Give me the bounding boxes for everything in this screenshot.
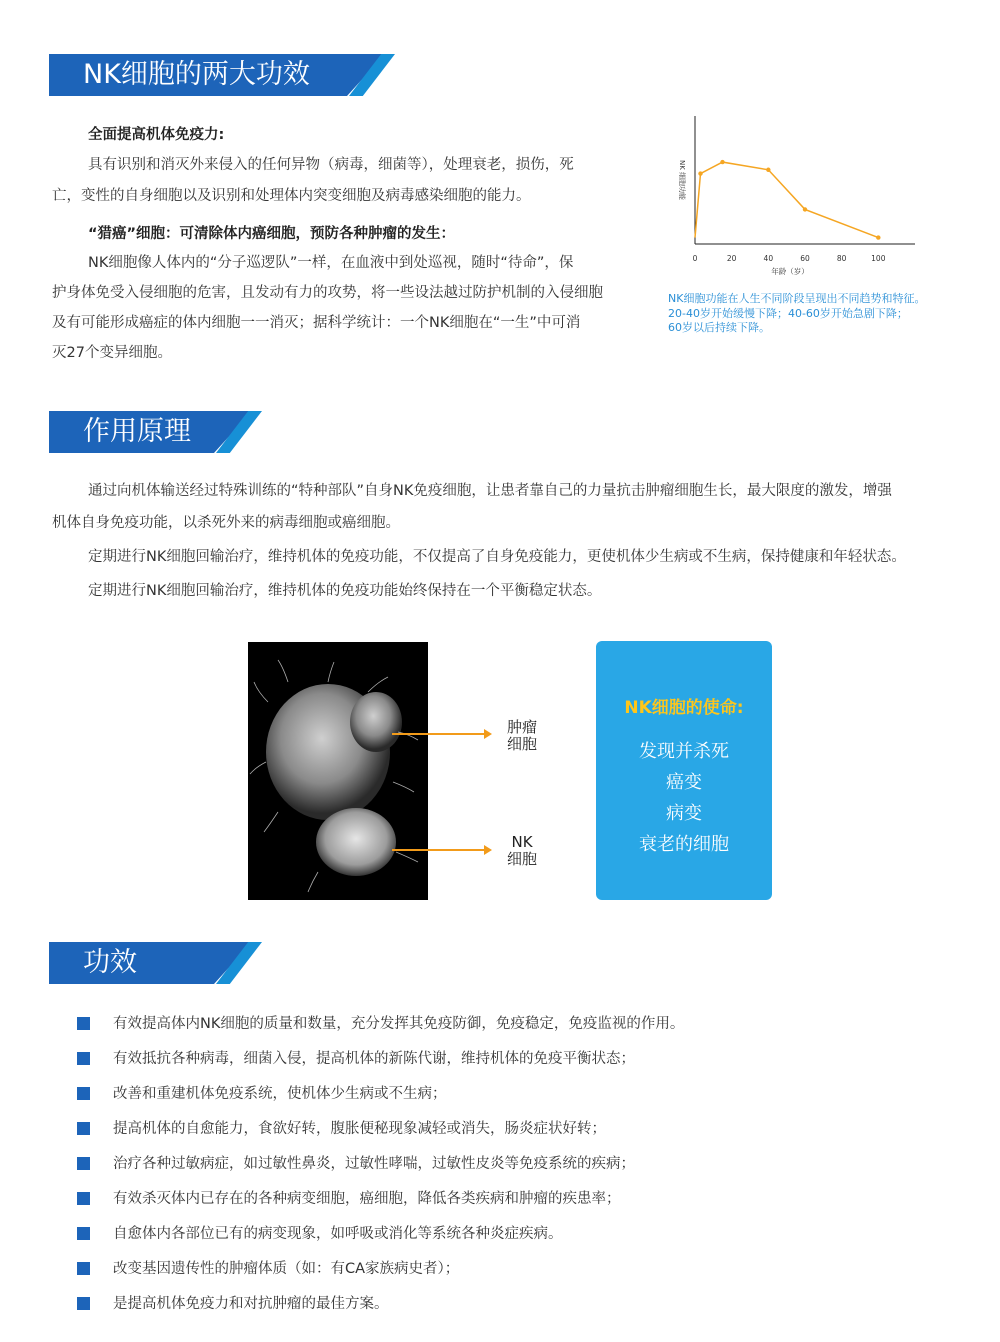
section-1-para-2-line-4: 灭27个变异细胞。 — [52, 345, 172, 361]
section-1-para-2-line-1: NK细胞像人体内的“分子巡逻队”一样，在血液中到处巡视，随时“待命”，保 — [88, 255, 574, 271]
nk-function-age-chart — [675, 110, 935, 280]
tumor-cell-label — [497, 719, 547, 753]
data-point — [720, 160, 724, 164]
bullet-square-icon — [77, 1262, 90, 1275]
x-tick-label: 0 — [692, 254, 698, 263]
tumor-cell-label-line-2: 细胞 — [506, 735, 537, 753]
nk-cell-label — [497, 834, 547, 868]
section-2-para-2: 定期进行NK细胞回输治疗，维持机体的免疫功能，不仅提高了自身免疫能力，更使机体少生病或不生病，保持健康和年轻状态。 — [88, 549, 906, 565]
data-point — [876, 235, 880, 239]
section-1-para-1-line-2: 亡，变性的自身细胞以及识别和处理体内突变细胞及病毒感染细胞的能力。 — [52, 188, 531, 204]
bullet-square-icon — [77, 1297, 90, 1310]
cell-micrograph — [248, 642, 428, 900]
section-3-banner — [49, 942, 252, 984]
nk-cell-label-line-1: NK — [511, 833, 533, 851]
nk-mission-line-1: 发现并杀死 — [639, 741, 729, 762]
bullet-square-icon — [77, 1052, 90, 1065]
chart-caption-line-1: NK细胞功能在人生不同阶段呈现出不同趋势和特征。 — [668, 292, 926, 305]
y-axis-label: NK 细胞功能 — [678, 160, 686, 201]
x-tick-label: 20 — [726, 254, 737, 263]
x-axis-label: 年龄（岁） — [771, 267, 809, 276]
tumor-cell-label-line-1: 肿瘤 — [506, 718, 537, 736]
nk-mission-title: NK细胞的使命: — [624, 698, 744, 718]
section-1-title: NK细胞的两大功效 — [83, 59, 310, 90]
data-point — [698, 171, 702, 175]
bullet-square-icon — [77, 1017, 90, 1030]
x-tick-label: 40 — [763, 254, 774, 263]
data-point — [803, 207, 807, 211]
section-1-banner — [49, 54, 385, 96]
section-1-para-2-line-3: 及有可能形成癌症的体内细胞一一消灭；据科学统计：一个NK细胞在“一生”中可消 — [52, 315, 581, 331]
cell-micrograph-image — [248, 642, 428, 900]
tumor-cell-arrowhead — [484, 729, 492, 739]
section-1-subtitle-1: 全面提高机体免疫力: — [88, 127, 225, 143]
nk-mission-line-4: 衰老的细胞 — [639, 834, 729, 855]
nk-cell-arrowhead — [484, 845, 492, 855]
section-2-para-3: 定期进行NK细胞回输治疗，维持机体的免疫功能始终保持在一个平衡稳定状态。 — [88, 583, 602, 599]
section-1-para-1-line-1: 具有识别和消灭外来侵入的任何异物（病毒，细菌等），处理衰老，损伤，死 — [88, 157, 574, 173]
chart-caption-line-2: 20-40岁开始缓慢下降；40-60岁开始急剧下降； — [668, 306, 908, 320]
nk-mission-line-2: 癌变 — [666, 772, 702, 793]
x-tick-label: 60 — [800, 254, 810, 263]
section-2-banner — [49, 411, 252, 453]
bullet-square-icon — [77, 1157, 90, 1170]
section-1-subtitle-2: “猎癌”细胞：可清除体内癌细胞，预防各种肿瘤的发生： — [88, 226, 456, 242]
nk-cell-label-line-2: 细胞 — [506, 850, 537, 868]
chart-caption — [668, 292, 958, 336]
nk-cell-arrow — [392, 849, 484, 851]
x-tick-label: 100 — [871, 254, 886, 263]
nk-mission-line-3: 病变 — [666, 803, 702, 824]
series-line — [695, 162, 878, 238]
x-tick-label: 80 — [836, 254, 847, 263]
data-point — [766, 168, 770, 172]
bullet-square-icon — [77, 1122, 90, 1135]
chart-caption-line-3: 60岁以后持续下降。 — [668, 321, 770, 334]
bullet-square-icon — [77, 1227, 90, 1240]
section-3-title: 功效 — [83, 947, 137, 978]
section-2-title: 作用原理 — [83, 416, 191, 447]
section-2-para-1-line-1: 通过向机体输送经过特殊训练的“特种部队”自身NK免疫细胞，让患者靠自己的力量抗击肿瘤细胞生长，最大限度的激发，增强 — [88, 483, 892, 499]
bullet-square-icon — [77, 1192, 90, 1205]
section-2-para-1-line-2: 机体自身免疫功能，以杀死外来的病毒细胞或癌细胞。 — [52, 515, 400, 531]
section-1-para-2-line-2: 护身体免受入侵细胞的危害，且发动有力的攻势，将一些设法越过防护机制的入侵细胞 — [52, 285, 603, 301]
tumor-cell-arrow — [392, 733, 484, 735]
nk-mission-box — [596, 641, 772, 900]
bullet-square-icon — [77, 1087, 90, 1100]
